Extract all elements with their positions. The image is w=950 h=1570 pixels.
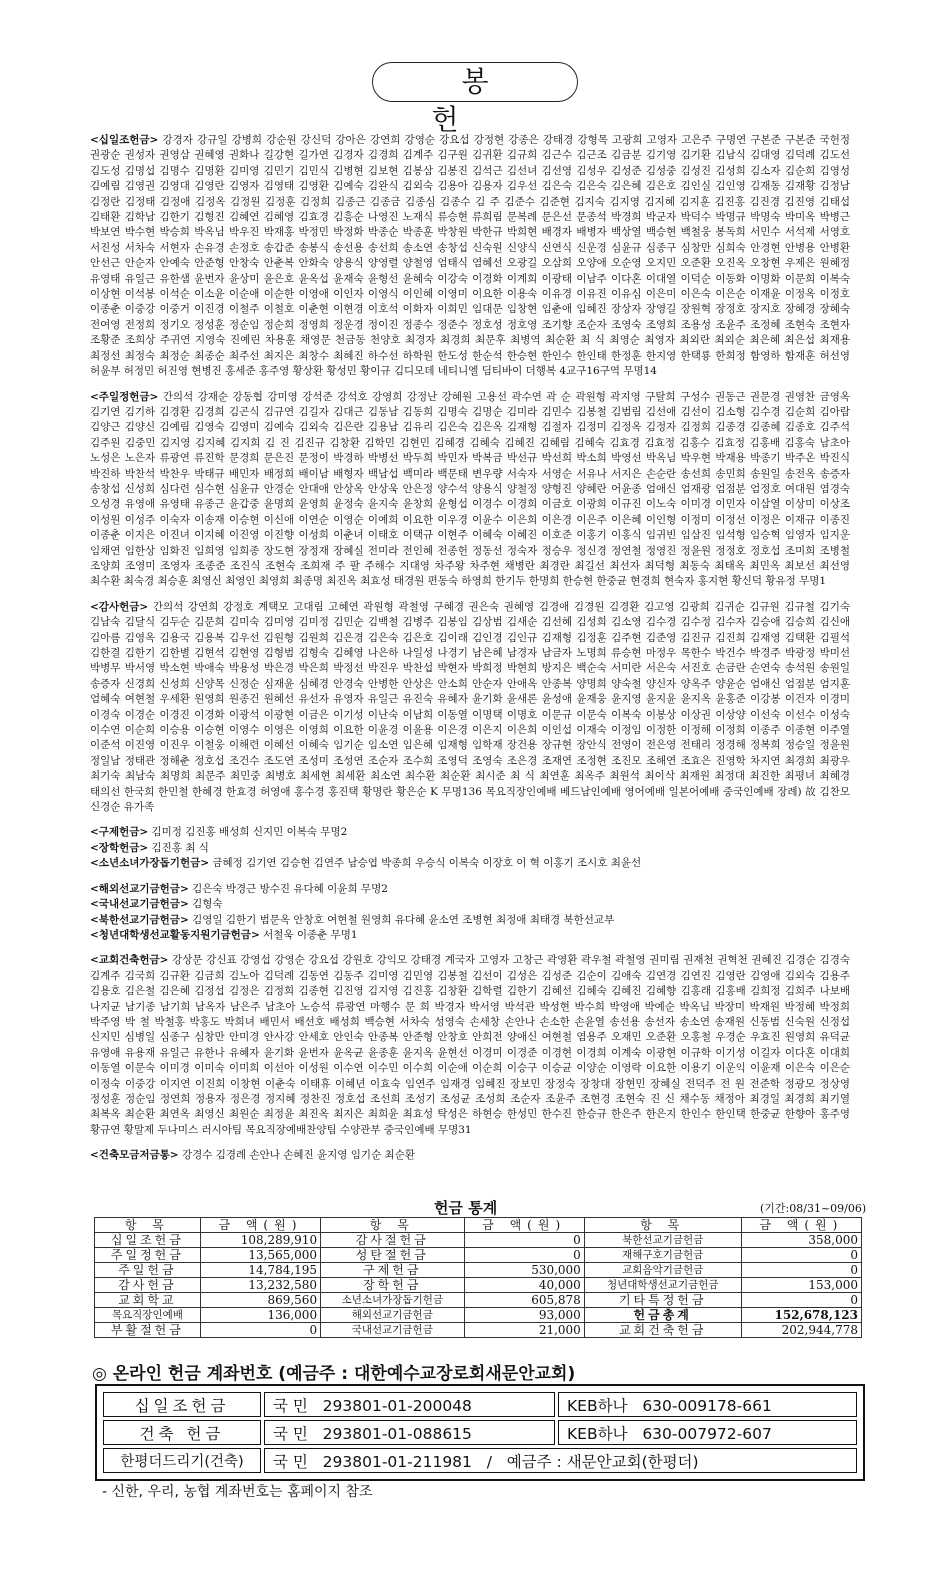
col-header: 항 목 bbox=[321, 1218, 464, 1233]
stats-label: 장학헌금 bbox=[321, 1278, 464, 1293]
col-header: 금 액(원) bbox=[741, 1218, 861, 1233]
account-primary bbox=[264, 1392, 555, 1417]
section-tithe bbox=[90, 133, 850, 380]
stats-amount: 0 bbox=[741, 1293, 861, 1308]
account-number: 293801-01-211981 bbox=[322, 1452, 472, 1471]
bank-name: KEB하나 bbox=[566, 1424, 628, 1443]
donor-names: 김형숙 bbox=[192, 898, 223, 911]
stats-label: 감사절헌금 bbox=[321, 1233, 464, 1248]
stats-label: 성탄절헌금 bbox=[321, 1248, 464, 1263]
stats-label: 주일정헌금 bbox=[95, 1248, 201, 1263]
bank-name: KEB하나 bbox=[566, 1396, 628, 1415]
stats-label: 주일헌금 bbox=[95, 1263, 201, 1278]
account-number: 293801-01-088615 bbox=[322, 1424, 472, 1443]
stats-label: 구제헌금 bbox=[321, 1263, 464, 1278]
stats-amount: 0 bbox=[464, 1233, 584, 1248]
stats-row bbox=[95, 1278, 862, 1293]
account-number: 293801-01-200048 bbox=[322, 1396, 472, 1415]
stats-label: 북한선교기금헌금 bbox=[584, 1233, 741, 1248]
stats-label: 교회음악기금헌금 bbox=[584, 1263, 741, 1278]
section-heading: <국내선교기금헌금> bbox=[90, 898, 189, 911]
bank-name: 국 민 bbox=[273, 1452, 308, 1471]
accounts-heading: ◎ 온라인 헌금 계좌번호 (예금주 : 대한예수교장로회새문안교회) bbox=[92, 1364, 576, 1384]
donor-names: 간의석 강재순 강동협 강미영 강석준 강석호 강영희 강정난 강혜원 고용선 곽수연 곽 순 곽원형 곽지영 구탈희 구성수 권동근 권문경 권영찬 금영옥 김기연 김기하 김경환 김경희 김곤식 김규연 김길자 김대근 김동남 김동희 김명숙 김명순 김미라 김민수 김봉철 김범림 김선애 김선이 김소형 김수경 김순희 김아람 김양근 김양신 김예림 김영숙 김영미 김예숙 김외숙 김은란 김용남 김유리 김은숙 김은옥 김재형 김절자 김정미 김정옥 김정자 김정희 김종경 김종혜 김종호 김주석 김주원 김중민 김지영 김지혜 김지희 김 진 김진규 김창환 김학민 김현민 김혜경 김혜숙 김혜진 김혜림 김혜숙 김효경 김효정 김홍수 김효정 김홍배 김홍숙 남초아 노성은 노은자 류광연 류진학 문경희 문은진 문정이 박경하 박병선 박두희 박민자 박복금 박선규 박선희 박소희 박영선 박옥님 박우현 박재용 박종기 박주온 박진식 박진하 박찬석 박찬우 박태규 배민자 배정희 배이남 배형자 백남섭 백미라 백문태 변우량 서숙자 서영순 서유나 서지은 손순란 송선희 송민희 송원일 송전옥 송증자 송창섭 신성희 심다련 심수현 심윤규 안경순 안대애 안상옥 안상욱 안은정 양수석 양용식 양철정 양형진 양혜란 어윤종 엄애신 엄재광 엄점분 엄정호 여대원 염경숙 오성경 유영애 유영태 유종근 윤갑중 윤명희 윤영희 윤정숙 윤지숙 윤창희 윤형섭 이경수 이경희 이금호 이광희 이규진 이노숙 이미경 이민자 이삼열 이상미 이상조 이성원 이성주 이숙자 이송재 이승현 이신애 이연순 이영순 이예희 이요한 이우경 이윤수 이은희 이은경 이은주 이은혜 이인형 이정미 이정선 이정은 이재규 이종진 이종춘 이지은 이진녀 이지혜 이진영 이진향 이성희 이춘녀 이태호 이택규 이현주 이혜숙 이혜진 이호준 이홍기 이홍식 임귀빈 임삼진 임석형 임승혁 임영자 임지운 임채연 임한상 임화진 임희영 임희종 장도현 장정재 장혜실 전미라 전인혜 전종헌 정동선 정숙자 정승우 정신경 정연철 정영진 정윤원 정정호 정호섭 조미희 조병철 조양희 조영미 조영자 조종준 조진식 조현숙 조희재 주 팔 주해수 지대영 차주왕 차주현 채병란 최경란 최길선 최선자 최덕형 최동숙 최태옥 최민옥 최보선 최선영 최수환 최숙경 최승훈 최영신 최영인 최영희 최종명 최진옥 최효성 태경원 편동숙 하영희 한기두 한명희 한승현 한중균 현경희 현숙자 홍지현 황신덕 황유정 무명1 bbox=[90, 390, 850, 588]
stats-label: 교회건축헌금 bbox=[584, 1323, 741, 1338]
stats-row bbox=[95, 1263, 862, 1278]
stats-label: 감사헌금 bbox=[95, 1278, 201, 1293]
stats-label: 목요직장인예배 bbox=[95, 1308, 201, 1323]
donor-names: 강상문 강신표 강영섭 강영순 강요섭 강원호 강익모 강태경 계국자 고영자 고창근 곽영환 곽우철 곽철영 권미림 권재천 권혁천 권혜진 김경순 김경숙 김계주 김국희 김규환 김금희 김노아 김덕례 김동연 김동주 김미영 김민영 김봉철 김선이 김성은 김성준 김순이 김애숙 김연경 김연진 김영란 김영애 김외숙 김용주 김용호 김은철 김은혜 김정섭 김정은 김정희 김종현 김진영 김지영 김진홍 김창환 김학렬 김한기 김혜선 김혜숙 김혜진 김혜향 김홍래 김홍배 김희정 김희주 나보배 나지균 남기종 남기희 남옥자 남은주 남초아 노승석 류광연 마행수 문 희 박경자 박서영 박석관 박성현 박수희 박영애 박예순 박옥님 박장미 박재원 박정혜 박정희 박주영 박 철 박철홍 박홍도 박희녀 배민서 배선호 배성희 백승현 서차숙 성영숙 손세창 손안나 손소한 손윤열 송선용 송선자 송소연 송재원 신동범 신숙원 신정섭 신지민 심병일 심종구 심창만 안미경 안사강 안세호 안인숙 안종복 안준형 안창호 안희전 양애신 여현철 염용주 오재민 오준환 오홍철 우경순 우효진 원영희 유덕균 유영애 유용재 유일근 유한나 유혜자 윤기화 윤번자 윤옥균 윤종훈 윤지옥 윤현선 이경미 이경준 이경현 이경희 이계숙 이광현 이규학 이기성 이길자 이다혼 이대희 이동열 이문숙 이미경 이미숙 이미희 이선아 이성원 이수연 이수민 이수희 이순애 이순희 이승구 이승균 이양순 이영락 이요한 이용기 이운익 이윤재 이은숙 이은순 이정숙 이중강 이지연 이진희 이창현 이춘숙 이태휴 이혜년 이효숙 임연주 임재경 임혜진 장보민 장정숙 장창대 장현민 장혜실 전덕주 전 원 전준학 정광모 정상영 정성훈 정순임 정연희 정용자 정은경 정지혜 정찬진 정호섭 조선희 조성기 조성균 조성희 조순자 조윤주 조현경 조현숙 진 신 채수동 채정아 최경일 최경희 최기열 최복옥 최순환 최연옥 최영신 최원순 최정윤 최진옥 최지은 최희윤 최효성 탁성은 하현승 한성민 한수진 한승규 한은주 한은지 한인수 한인택 한중균 한향아 홍주영 황규연 황말제 두나미스 러시아팀 목요직장예배찬양팀 수양관부 중국인예배 무명31 bbox=[90, 954, 850, 1136]
stats-amount: 136,000 bbox=[200, 1308, 320, 1323]
stats-amount: 869,560 bbox=[200, 1293, 320, 1308]
donor-names: 강경수 김경례 손안나 손혜진 윤지영 임기순 최순환 bbox=[181, 1149, 415, 1162]
section-bricks bbox=[90, 1148, 850, 1163]
section-heading: <해외선교기금헌금> bbox=[90, 882, 189, 895]
section-heading: <구제헌금> bbox=[90, 826, 149, 839]
section-heading: <감사헌금> bbox=[90, 600, 149, 613]
stats-amount: 108,289,910 bbox=[200, 1233, 320, 1248]
stats-label: 국내선교기금헌금 bbox=[321, 1323, 464, 1338]
stats-amount: 0 bbox=[741, 1263, 861, 1278]
stats-total-amount: 152,678,123 bbox=[741, 1308, 861, 1323]
section-heading: <주일정헌금> bbox=[90, 390, 159, 403]
section-heading: <교회건축헌금> bbox=[90, 954, 169, 967]
donor-names: 서철욱 이종춘 무명1 bbox=[263, 928, 358, 941]
stats-header-row bbox=[95, 1218, 862, 1233]
stats-amount: 530,000 bbox=[464, 1263, 584, 1278]
section-relief bbox=[90, 825, 850, 840]
donor-names: 김영일 김한기 범문옥 안창호 여현철 원영희 유다혜 윤소연 조병현 최정애 최태경 북한선교부 bbox=[192, 913, 615, 926]
account-row bbox=[103, 1392, 857, 1417]
section-youth-support bbox=[90, 856, 850, 871]
stats-label: 기타특정헌금 bbox=[584, 1293, 741, 1308]
donor-names: 김미정 김진홍 배성희 신지민 이복숙 무명2 bbox=[151, 826, 348, 839]
stats-amount: 202,944,778 bbox=[741, 1323, 861, 1338]
section-heading: <건축모금저금통> bbox=[90, 1149, 179, 1162]
section-heading: <청년대학생선교활동지원기금헌금> bbox=[90, 928, 260, 941]
accounts-note: - 신한, 우리, 농협 계좌번호는 홈페이지 참조 bbox=[102, 1484, 373, 1500]
stats-label: 청년대학생선교기금헌금 bbox=[584, 1278, 741, 1293]
donor-names: 강경자 강규일 강병희 강순원 강신덕 강아은 강연희 강영순 강요섭 강정현 강종은 강태경 강형목 고광희 고영자 고은주 구명연 구본준 구본준 국헌정 권광순 권성자 권영삼 권혜영 권화나 길강현 길가연 김경자 김경희 김계주 김구원 김귀환 김규희 김근수 김근조 김금분 김기영 김기환 김남식 김대영 김덕례 김도선 김도성 김명섭 김명수 김명환 김미영 김민기 김민식 김병현 김보현 김봉삼 김봉진 김석근 김선녀 김선영 김성우 김성준 김성중 김성진 김성희 김소자 김순희 김영성 김예림 김영권 김영대 김영란 김영자 김영태 김영환 김예숙 김완식 김외숙 김용아 김용자 김우선 김은숙 김은숙 김은혜 김은호 김인실 김인영 김재동 김재황 김정남 김정란 김정태 김정애 김정옥 김정원 김정훈 김정희 김종근 김종금 김종심 김종수 김 주 김준수 김준현 김지숙 김지영 김지혜 김지훈 김진홍 김진경 김진영 김태섭 김태환 김학남 김한기 김형진 김혜연 김혜영 김효경 김흥순 나영진 노재식 류승현 류희림 문복례 문은선 문종석 박경희 박군자 박덕수 박명규 박명숙 박미옥 박병근 박보연 박수현 박승희 박옥님 박우진 박재홍 박정민 박정화 박종순 박종훈 박창원 박한규 박희현 배경자 배병자 백상열 백승현 백철웅 봉독희 서민수 서석제 서영호 서진성 서차숙 서현자 손유경 손정호 송갑준 송봉식 송선용 송선희 송소연 송창섭 신숙원 신양식 신연식 신운경 심윤규 심종구 심창만 심희숙 안경현 안병용 안병환 안선근 안순자 안예숙 안준형 안창숙 안춘복 안화숙 양용식 양영렬 양철영 엄태식 염혜선 오광길 오삼희 오양애 오순영 오지민 오준환 오진옥 오창현 우제은 원혜정 유영태 유일근 유한샘 윤번자 윤상미 윤은호 윤옥섭 윤재숙 윤형선 윤혜숙 이강숙 이경화 이계희 이광태 이남주 이다혼 이대열 이덕순 이동화 이명화 이문희 이복숙 이상현 이석봉 이석순 이소윤 이순애 이순한 이영애 이인자 이영식 이인혜 이영미 이요한 이용숙 이유경 이유진 이유심 이은미 이은숙 이은순 이재윤 이정옥 이정호 이종춘 이중강 이중거 이진경 이철주 이철호 이춘현 이현경 이호석 이화자 이희민 임대문 임창현 임춘애 임혜진 장상자 장영길 장원혁 장정호 장지호 장혜경 장혜숙 전여영 전정희 정기오 정성훈 정순임 정순희 정영희 정운경 정이진 정종수 정준수 정호성 정호영 조기향 조순자 조영숙 조영희 조용성 조윤주 조정혜 조현숙 조현자 조황준 조희상 주귀연 지영숙 진예린 차용훈 채영문 천금동 천양호 최경자 최경희 최문후 최병역 최순환 최 식 최영순 최영자 최외란 최외순 최은혜 최은섭 최재용 최정선 최정숙 최정순 최종순 최주선 최지은 최창수 최혜진 하수선 하학원 한도성 한순석 한승현 한인수 한인태 한정훈 한지영 한택룡 한희정 함영하 함재훈 허선영 허윤부 허정민 허진영 현병진 홍세준 홍주영 황상환 황성민 황이규 김디모데 네티니엘 딤티바이 더행복 4교구16구역 무명14 bbox=[90, 134, 850, 378]
stats-amount: 40,000 bbox=[464, 1278, 584, 1293]
offering-lists bbox=[90, 133, 850, 1174]
section-overseas-mission bbox=[90, 882, 850, 897]
stats-period: (기간:08/31~09/06) bbox=[760, 1202, 867, 1215]
stats-row bbox=[95, 1308, 862, 1323]
account-number: 630-007972-607 bbox=[642, 1424, 772, 1443]
stats-label: 해외선교기금헌금 bbox=[321, 1308, 464, 1323]
section-heading: <십일조헌금> bbox=[90, 134, 159, 146]
accounts-table bbox=[100, 1389, 860, 1476]
section-heading: <장학헌금> bbox=[90, 841, 149, 854]
bank-name: 국 민 bbox=[273, 1424, 308, 1443]
col-header: 금 액(원) bbox=[464, 1218, 584, 1233]
section-campus-mission bbox=[90, 928, 850, 943]
account-primary bbox=[264, 1420, 555, 1445]
col-header: 금 액(원) bbox=[200, 1218, 320, 1233]
account-name: 한평더드리기(건축) bbox=[103, 1448, 261, 1473]
stats-amount: 93,000 bbox=[464, 1308, 584, 1323]
donor-names: 간의석 강연희 강정호 계택모 고대림 고혜연 곽원형 곽철영 구혜경 권은숙 권혜영 김경애 김경원 김경환 김고영 김광희 김귀순 김규원 김규철 김기숙 김남숙 김달식 김두순 김문희 김미숙 김미영 김미정 김민순 김백철 김병주 김봉임 김상범 김새순 김선혜 김성희 김소영 김수경 김수정 김수자 김승애 김승희 김신애 김아름 김영옥 김용국 김용복 김우선 김원형 김원희 김은경 김은숙 김은호 김이래 김인경 김인규 김재형 김정훈 김주현 김준영 김진규 김진희 김재영 김택환 김필석 김한결 김한기 김한별 김현석 김현영 김형범 김형숙 김혜영 나은하 나일성 나경기 남은혜 남경자 남금자 노명희 류승현 마정우 목한수 박건수 박경주 박광정 박미선 박병무 박서영 박소현 박애숙 박용성 박은경 박은희 박정선 박진우 박찬섭 박현자 박희정 박현희 방지은 백순숙 서미란 서은숙 서진호 손금란 손연숙 송석원 송원일 송증자 신경희 신성희 신양목 신정순 심재윤 심혜경 안경숙 안병한 안상은 안소희 안순자 안애옥 안종복 양명희 양숙철 양신자 양옥주 양윤순 엄애신 엄점분 엄지훈 엄혜숙 여현철 우세환 원영희 원종건 원혜선 유선자 유영자 유일근 유진숙 유혜자 윤기화 윤새론 윤성애 윤재웅 윤지영 윤지윤 윤지옥 윤홍준 이강봉 이건자 이경미 이경숙 이경순 이경진 이경화 이광석 이광현 이금은 이기성 이난숙 이남희 이동열 이명택 이명호 이문규 이문숙 이복숙 이봉상 이상권 이상양 이선숙 이선수 이성숙 이수연 이순희 이승용 이승현 이영수 이영은 이영희 이요한 이윤경 이윤용 이은경 이은지 이은희 이인섭 이재숙 이정임 이정한 이정해 이정희 이종주 이종현 이주열 이준석 이진영 이진우 이철웅 이해련 이혜선 이혜숙 임기순 임소연 임은혜 임재형 임학재 장건용 장규현 장안식 전영이 전은영 전태리 정경해 정복희 정승일 정윤원 정일남 정태관 정해춘 정호섭 조건수 조도연 조성미 조성연 조순자 조수희 조영덕 조영숙 조은경 조재연 조정현 조진모 조해연 조효은 진영학 차지연 최경희 최광우 최기숙 최남숙 최명희 최문주 최민중 최병호 최세현 최세환 최소연 최수환 최순환 최시준 최 식 최연훈 최옥주 최원석 최이삭 최재원 최정대 최진한 최평녀 최혜경 태의선 한국희 한민철 한혜경 한효경 허영애 홍수경 홍진택 황명란 황은순 K 무명136 목요직장인예배 베드남인예배 영어예배 일본어예배 중국인예배 장례) 故 김찬모 신경순 유가족 bbox=[90, 600, 850, 814]
account-number: 630-009178-661 bbox=[642, 1396, 772, 1415]
col-header: 항 목 bbox=[584, 1218, 741, 1233]
col-header: 항 목 bbox=[95, 1218, 201, 1233]
stats-amount: 153,000 bbox=[741, 1278, 861, 1293]
section-domestic-mission bbox=[90, 897, 850, 912]
stats-amount: 13,232,580 bbox=[200, 1278, 320, 1293]
section-building bbox=[90, 953, 850, 1138]
donor-names: 김진홍 최 식 bbox=[151, 841, 209, 854]
stats-amount: 13,565,000 bbox=[200, 1248, 320, 1263]
stats-label: 재해구호기금헌금 bbox=[584, 1248, 741, 1263]
stats-table bbox=[94, 1217, 862, 1338]
account-row bbox=[103, 1448, 857, 1473]
stats-label: 십일조헌금 bbox=[95, 1233, 201, 1248]
stats-amount: 605,878 bbox=[464, 1293, 584, 1308]
stats-amount: 358,000 bbox=[741, 1233, 861, 1248]
stats-amount: 0 bbox=[464, 1248, 584, 1263]
accounts-box bbox=[95, 1384, 865, 1481]
section-scholarship bbox=[90, 841, 850, 856]
donor-names: 김은숙 박경근 방수진 유다혜 이윤희 무명2 bbox=[192, 882, 388, 895]
stats-label: 교회학교 bbox=[95, 1293, 201, 1308]
stats-row bbox=[95, 1323, 862, 1338]
stats-amount: 21,000 bbox=[464, 1323, 584, 1338]
stats-row bbox=[95, 1233, 862, 1248]
account-row bbox=[103, 1420, 857, 1445]
account-name: 십일조헌금 bbox=[103, 1392, 261, 1417]
stats-row bbox=[95, 1248, 862, 1263]
stats-total-label: 헌금총계 bbox=[584, 1308, 741, 1323]
stats-amount: 0 bbox=[741, 1248, 861, 1263]
section-thanks bbox=[90, 600, 850, 816]
stats-amount: 14,784,195 bbox=[200, 1263, 320, 1278]
section-nk-mission bbox=[90, 913, 850, 928]
stats-title: 헌금 통계 bbox=[434, 1199, 498, 1217]
section-heading: <소년소녀가장돕기헌금> bbox=[90, 857, 210, 870]
stats-label: 부활절헌금 bbox=[95, 1323, 201, 1338]
page-title: 봉 헌 bbox=[372, 62, 578, 102]
stats-amount: 0 bbox=[200, 1323, 320, 1338]
section-heading: <북한선교기금헌금> bbox=[90, 913, 189, 926]
stats-label: 소년소녀가장돕기헌금 bbox=[321, 1293, 464, 1308]
account-holder: 예금주 : 새문안교회(한평더) bbox=[506, 1452, 699, 1471]
account-primary bbox=[264, 1448, 857, 1473]
separator: / bbox=[486, 1452, 492, 1471]
stats-row bbox=[95, 1293, 862, 1308]
donor-names: 금혜정 김기연 김승현 김연주 남승엽 박종희 우승식 이복숙 이장호 이 혁 이홍기 조시호 최윤선 bbox=[212, 857, 642, 870]
account-secondary bbox=[558, 1420, 857, 1445]
account-secondary bbox=[558, 1392, 857, 1417]
bank-name: 국 민 bbox=[273, 1396, 308, 1415]
account-name: 건축 헌금 bbox=[103, 1420, 261, 1445]
section-weekly bbox=[90, 390, 850, 590]
